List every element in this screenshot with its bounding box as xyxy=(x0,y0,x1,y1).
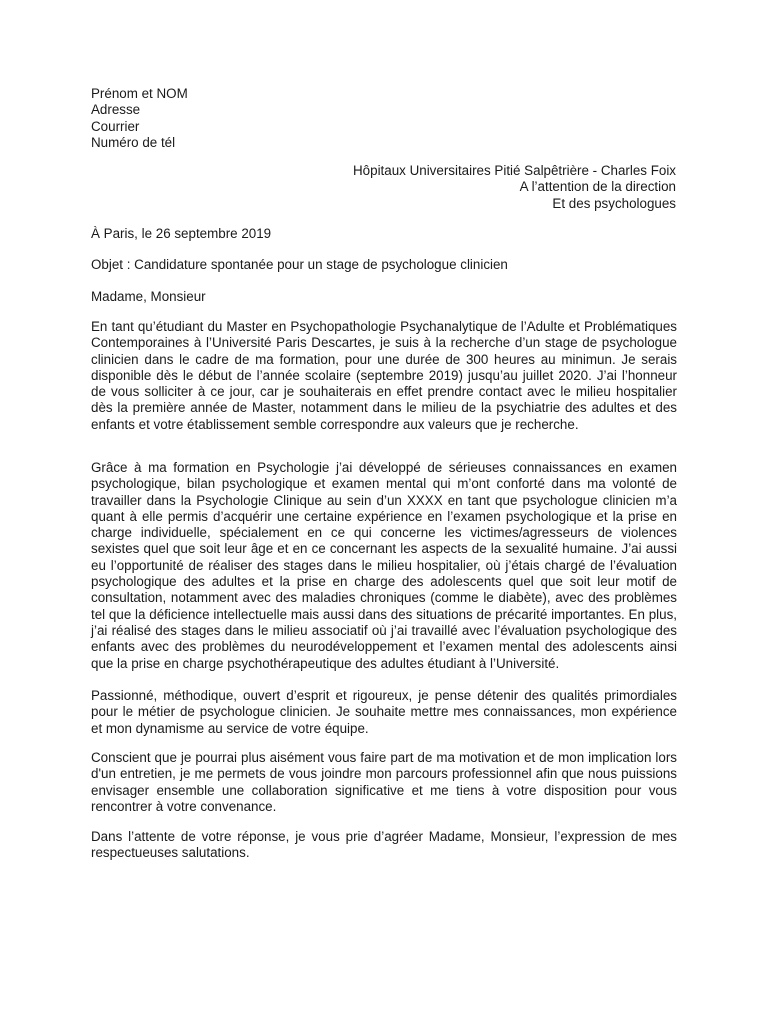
body-paragraph-interview: Conscient que je pourrai plus aisément vous faire part de ma motivation et de mon implication lors d'un entretien, je me permets de vous joindre mon parcours professionnel afin que nous puissions envisager ensemble une collaboration significative et me tiens à votre disposition pour vous rencontrer à votre convenance. xyxy=(91,750,677,814)
sender-name: Prénom et NOM xyxy=(91,86,188,101)
sender-phone: Numéro de tél xyxy=(91,134,176,150)
recipient-attention: A l’attention de la direction xyxy=(519,179,676,195)
recipient-and: Et des psychologues xyxy=(552,195,676,211)
body-paragraph-closing: Dans l’attente de votre réponse, je vous prie d’agréer Madame, Monsieur, l’expression de mes respectueuses salutations. xyxy=(91,829,677,861)
recipient-org: Hôpitaux Universitaires Pitié Salpêtrière - Charles Foix xyxy=(353,163,676,178)
letter-date: À Paris, le 26 septembre 2019 xyxy=(91,226,272,241)
sender-block xyxy=(91,86,188,151)
body-paragraph-qualities: Passionné, méthodique, ouvert d’esprit et rigoureux, je pense détenir des qualités primordiales pour le métier de psychologue clinicien. Je souhaite mettre mes connaissances, mon expérience et mon dynamisme au service de votre équipe. xyxy=(91,688,677,736)
body-paragraph-experience: Grâce à ma formation en Psychologie j’ai développé de sérieuses connaissances en examen psychologique, bilan psychologique et examen mental qui m’ont conforté dans ma volonté de travailler dans la Psychologie Clinique au sein d’un XXXX en tant que psychologue clinicien m’a quant à elle permis d’acquérir une certaine expérience en l’examen psychologique et la prise en charge individuelle, spécialement en ce qui concerne les victimes/agresseurs de violences sexistes quel que soit leur âge et en ce concernant les aspects de la sexualité humaine. J’ai aussi eu l’opportunité de réaliser des stages dans le milieu hospitalier, où j’étais chargé de l’évaluation psychologique des adultes et la prise en charge des adolescents quel que soit leur motif de consultation, notamment avec des maladies chroniques (comme le diabète), avec des problèmes tel que la déficience intellectuelle mais aussi dans des situations de précarité importantes. En plus, j’ai réalisé des stages dans le milieu associatif où j’ai travaillé avec l’évaluation psychologique des enfants avec des problèmes du neurodéveloppement et l’examen mental des adolescents ainsi que la prise en charge psychothérapeutique des adultes étudiant à l’Université. xyxy=(91,460,677,671)
letter-subject: Objet : Candidature spontanée pour un stage de psychologue clinicien xyxy=(91,257,508,272)
letter-salutation: Madame, Monsieur xyxy=(91,289,206,304)
recipient-block xyxy=(353,163,676,212)
sender-mail: Courrier xyxy=(91,118,140,134)
sender-address: Adresse xyxy=(91,102,141,118)
body-paragraph-intro: En tant qu’étudiant du Master en Psychopathologie Psychanalytique de l’Adulte et Problématiques Contemporaines à l’Université Paris Descartes, je suis à la recherche d’un stage de psychologue clinicien dans le cadre de ma formation, pour une durée de 300 heures au minimun. Je serais disponible dès le début de l’année scolaire (septembre 2019) jusqu’au juillet 2020. J’ai l’honneur de vous solliciter à ce jour, car je souhaiterais en effet prendre contact avec le milieu hospitalier dès la première année de Master, notamment dans le milieu de la psychiatrie des adultes et des enfants et votre établissement semble correspondre aux valeurs que je recherche. xyxy=(91,319,677,432)
